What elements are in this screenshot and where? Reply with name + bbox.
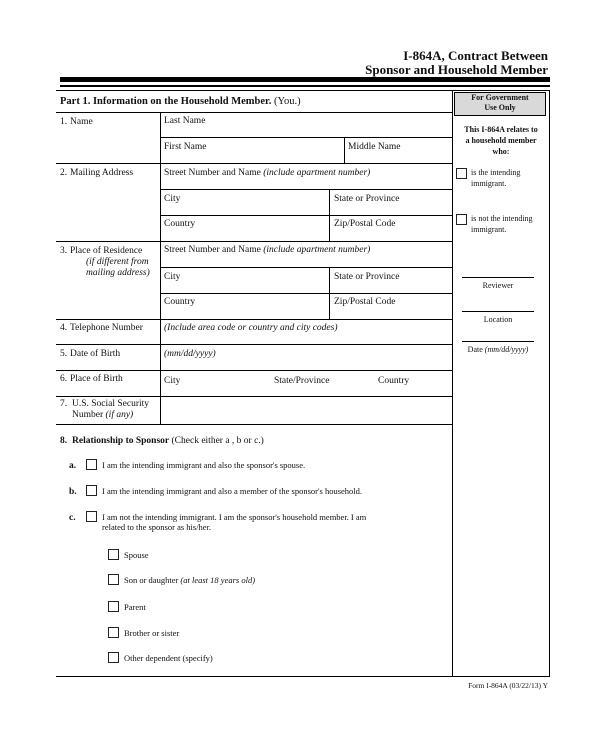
- box-right: [549, 90, 550, 676]
- grid-line: [160, 267, 452, 268]
- header-rule-thick: [60, 77, 550, 82]
- grid-line: [56, 163, 452, 164]
- location-line: [462, 311, 534, 312]
- gov-not-immigrant-checkbox[interactable]: [456, 214, 467, 225]
- other-dependent-checkbox[interactable]: [108, 652, 119, 663]
- q8b-text: I am the intending immigrant and also a member of the sponsor's household.: [102, 486, 363, 496]
- residence-state-field[interactable]: State or Province: [334, 272, 400, 282]
- mailing-city-field[interactable]: City: [164, 194, 181, 204]
- birth-city-field[interactable]: City: [164, 376, 181, 386]
- q8c-text-line1: I am not the intending immigrant. I am the sponsor's household member. I am: [102, 512, 367, 522]
- q8-number: 8.: [60, 436, 68, 446]
- son-daughter-checkbox[interactable]: [108, 574, 119, 585]
- residence-city-field[interactable]: City: [164, 272, 181, 282]
- sibling-checkbox[interactable]: [108, 627, 119, 638]
- gov-is-immigrant-line2: immigrant.: [471, 179, 507, 188]
- q1-number: 1.: [60, 117, 68, 127]
- header-rule-thin: [60, 85, 550, 87]
- grid-line: [56, 319, 452, 320]
- birth-state-field[interactable]: State/Province: [274, 376, 330, 386]
- box-top: [56, 90, 550, 91]
- box-bottom: [56, 676, 550, 677]
- residence-street-field[interactable]: Street Number and Name (include apartment number): [164, 245, 371, 255]
- spouse-checkbox[interactable]: [108, 549, 119, 560]
- date-of-birth-field[interactable]: (mm/dd/yyyy): [164, 349, 216, 359]
- gov-relates-line3: who:: [492, 147, 510, 156]
- part1-heading: Part 1. Information on the Household Member. (You.): [60, 96, 301, 107]
- q5-number: 5.: [60, 349, 68, 359]
- residence-zip-field[interactable]: Zip/Postal Code: [334, 297, 396, 307]
- spouse-label: Spouse: [124, 550, 149, 560]
- q3-number: 3.: [60, 246, 68, 256]
- q8a-checkbox[interactable]: [86, 459, 97, 470]
- q1-label: Name: [70, 117, 93, 127]
- location-label: Location: [483, 315, 513, 324]
- grid-line: [160, 189, 452, 190]
- gov-is-immigrant-line1: is the intending: [471, 168, 521, 177]
- q7-number: 7.: [60, 399, 68, 409]
- mailing-country-field[interactable]: Country: [164, 219, 196, 229]
- birth-country-field[interactable]: Country: [378, 376, 410, 386]
- grid-line: [160, 293, 452, 294]
- reviewer-label: Reviewer: [482, 281, 514, 290]
- gov-is-immigrant-checkbox[interactable]: [456, 168, 467, 179]
- parent-checkbox[interactable]: [108, 601, 119, 612]
- q4-label: Telephone Number: [70, 323, 143, 333]
- q8c-checkbox[interactable]: [86, 511, 97, 522]
- ssn-input-area[interactable]: [161, 397, 451, 423]
- q2-label: Mailing Address: [70, 168, 134, 178]
- q8a-text: I am the intending immigrant and also the sponsor's spouse.: [102, 460, 306, 470]
- q4-number: 4.: [60, 323, 68, 333]
- date-line: [462, 341, 534, 342]
- son-daughter-label: Son or daughter (at least 18 years old): [124, 575, 256, 585]
- q3-hint-line1: (if different from: [86, 257, 149, 267]
- q8b-letter: b.: [69, 487, 77, 497]
- q6-label: Place of Birth: [70, 374, 123, 384]
- q3-hint-line2: mailing address): [86, 268, 150, 278]
- q8a-letter: a.: [69, 461, 77, 471]
- mailing-zip-field[interactable]: Zip/Postal Code: [334, 219, 396, 229]
- gov-not-immigrant-line2: immigrant.: [471, 225, 507, 234]
- q7-label-line2: Number (if any): [72, 410, 134, 420]
- q8c-text-line2: related to the sponsor as his/her.: [102, 522, 212, 532]
- q7-label-line1: U.S. Social Security: [72, 399, 150, 409]
- reviewer-line: [462, 277, 534, 278]
- grid-line: [160, 137, 452, 138]
- sibling-label: Brother or sister: [124, 628, 180, 638]
- q5-label: Date of Birth: [70, 349, 121, 359]
- grid-line: [344, 137, 345, 163]
- q8-label: Relationship to Sponsor (Check either a , b or c.): [72, 436, 264, 446]
- residence-country-field[interactable]: Country: [164, 297, 196, 307]
- grid-line: [56, 241, 452, 242]
- grid-line: [56, 424, 452, 425]
- form-title-line2: Sponsor and Household Member: [365, 62, 548, 77]
- part1-rule: [56, 112, 452, 113]
- gov-not-immigrant-line1: is not the intending: [471, 214, 533, 223]
- label-column-divider: [160, 112, 161, 424]
- q6-number: 6.: [60, 374, 68, 384]
- last-name-field[interactable]: Last Name: [164, 116, 206, 126]
- q3-label: Place of Residence: [70, 246, 143, 256]
- form-title-line1: I-864A, Contract Between: [403, 48, 548, 63]
- grid-line: [160, 215, 452, 216]
- gov-use-header: For Government Use Only: [454, 92, 546, 116]
- form-footer-id: Form I-864A (03/22/13) Y: [468, 681, 548, 690]
- parent-label: Parent: [124, 602, 146, 612]
- mailing-street-field[interactable]: Street Number and Name (include apartment number): [164, 168, 371, 178]
- other-dependent-label: Other dependent (specify): [124, 653, 213, 663]
- first-name-field[interactable]: First Name: [164, 142, 207, 152]
- gov-relates-line1: This I-864A relates to: [464, 125, 538, 134]
- q8c-letter: c.: [69, 513, 76, 523]
- mailing-state-field[interactable]: State or Province: [334, 194, 400, 204]
- gov-divider: [452, 90, 453, 676]
- middle-name-field[interactable]: Middle Name: [348, 142, 401, 152]
- gov-relates-line2: a household member: [465, 136, 537, 145]
- gov-date-label: Date (mm/dd/yyyy): [467, 345, 529, 354]
- q2-number: 2.: [60, 168, 68, 178]
- grid-line: [56, 370, 452, 371]
- q8b-checkbox[interactable]: [86, 485, 97, 496]
- grid-line: [56, 344, 452, 345]
- telephone-field[interactable]: (Include area code or country and city codes): [164, 323, 338, 333]
